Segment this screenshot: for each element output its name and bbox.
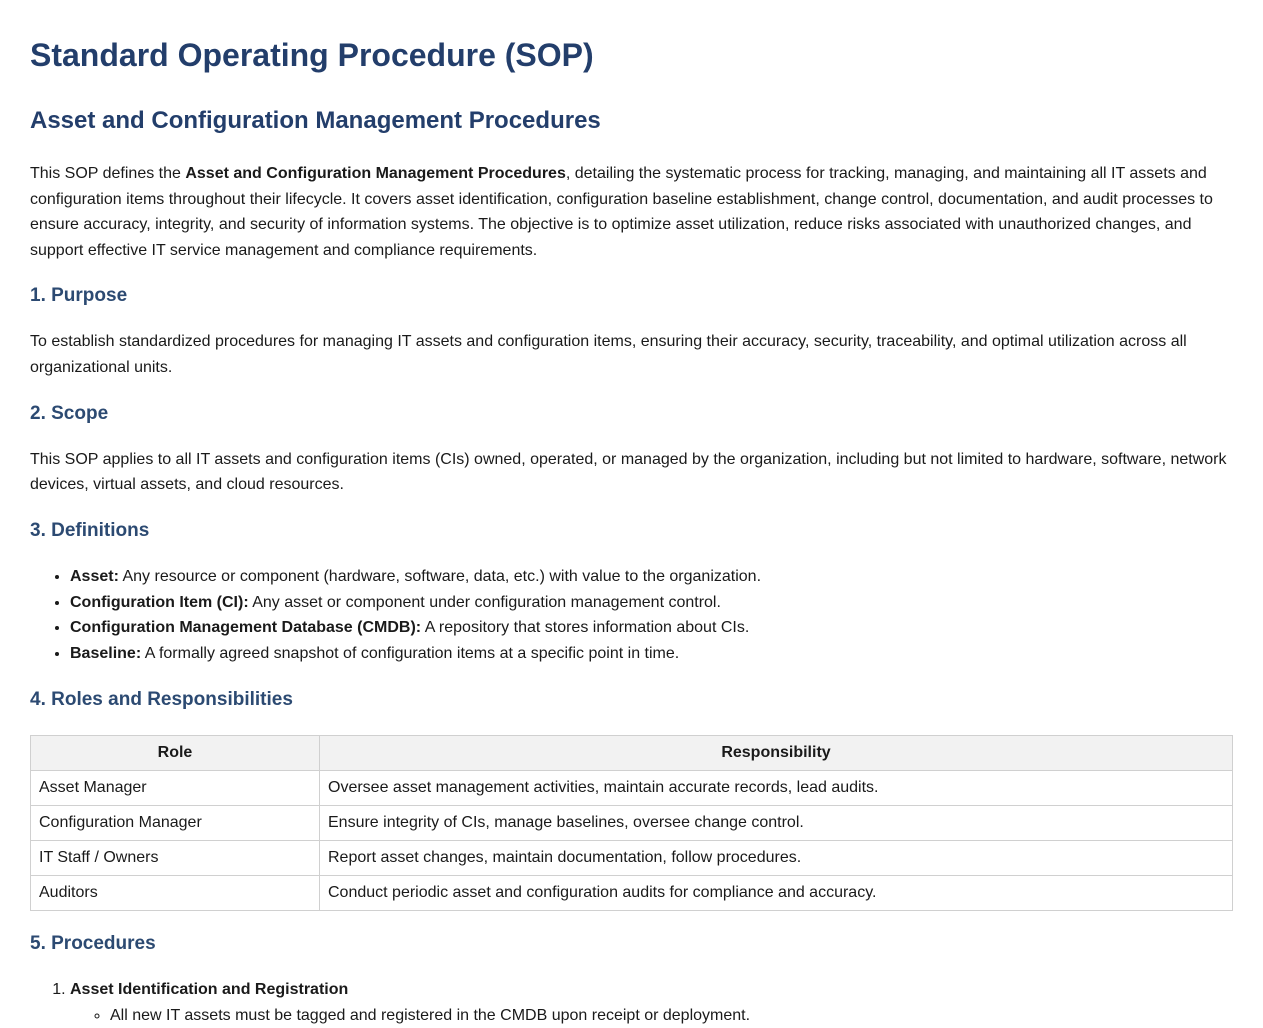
roles-heading: 4. Roles and Responsibilities bbox=[30, 688, 293, 710]
page-title: Standard Operating Procedure (SOP) bbox=[30, 37, 594, 73]
role-cell: Configuration Manager bbox=[31, 805, 320, 840]
table-header-row bbox=[31, 735, 1233, 770]
role-cell: Auditors bbox=[31, 875, 320, 910]
document-subtitle: Asset and Configuration Management Procedures bbox=[30, 107, 601, 134]
definition-term: Configuration Item (CI): bbox=[70, 593, 249, 611]
table-row bbox=[31, 840, 1233, 875]
roles-table bbox=[30, 735, 1233, 911]
scope-text: This SOP applies to all IT assets and configuration items (CIs) owned, operated, or managed by the organization, including but not limited to hardware, software, network devices, virtual assets, and cloud resources. bbox=[30, 450, 1227, 494]
table-row bbox=[31, 770, 1233, 805]
procedure-title: Asset Identification and Registration bbox=[70, 980, 349, 998]
procedures-list bbox=[30, 977, 1233, 1028]
definition-item bbox=[70, 564, 1233, 590]
intro-text-before: This SOP defines the bbox=[30, 165, 186, 182]
intro-paragraph bbox=[30, 161, 1233, 263]
responsibility-cell: Conduct periodic asset and configuration audits for compliance and accuracy. bbox=[320, 875, 1233, 910]
definition-term: Baseline: bbox=[70, 645, 142, 663]
definition-term: Asset: bbox=[70, 567, 119, 585]
role-cell: IT Staff / Owners bbox=[31, 840, 320, 875]
table-row bbox=[31, 805, 1233, 840]
definition-text: A repository that stores information about CIs. bbox=[421, 619, 750, 637]
procedure-item bbox=[70, 977, 1233, 1028]
column-header-responsibility: Responsibility bbox=[320, 735, 1233, 770]
definition-text: A formally agreed snapshot of configuration items at a specific point in time. bbox=[141, 645, 680, 663]
procedure-subitem: ◦ All new IT assets must be tagged and registered in the CMDB upon receipt or deployment. bbox=[110, 1003, 1233, 1028]
intro-text-bold: Asset and Configuration Management Procedures bbox=[185, 165, 566, 182]
purpose-heading: 1. Purpose bbox=[30, 285, 128, 307]
responsibility-cell: Oversee asset management activities, maintain accurate records, lead audits. bbox=[320, 770, 1233, 805]
definition-text: Any resource or component (hardware, software, data, etc.) with value to the organization. bbox=[118, 567, 762, 585]
table-row bbox=[31, 875, 1233, 910]
scope-heading: 2. Scope bbox=[30, 402, 109, 424]
definition-item bbox=[70, 641, 1233, 667]
intro-text-after: , detailing the systematic process for tracking, managing, and maintaining all IT assets and configuration items throughout their lifecycle. It covers asset identification, configuration baseline establishment, change control, documentation, and audit processes to ensure accuracy, integrity, and security of information systems. The objective is to optimize asset utilization, reduce risks associated with unauthorized changes, and support effective IT service management and compliance requirements. bbox=[30, 165, 1213, 259]
role-cell: Asset Manager bbox=[31, 770, 320, 805]
responsibility-cell: Report asset changes, maintain documentation, follow procedures. bbox=[320, 840, 1233, 875]
procedure-subitems bbox=[70, 1003, 1233, 1028]
definition-text: Any asset or component under configuration management control. bbox=[248, 593, 721, 611]
definition-item bbox=[70, 590, 1233, 616]
definitions-heading: 3. Definitions bbox=[30, 519, 150, 541]
procedures-heading: 5. Procedures bbox=[30, 932, 156, 954]
definitions-list bbox=[30, 564, 1233, 667]
column-header-role: Role bbox=[31, 735, 320, 770]
definition-term: Configuration Management Database (CMDB): bbox=[70, 619, 422, 637]
definition-item bbox=[70, 615, 1233, 641]
responsibility-cell: Ensure integrity of CIs, manage baselines, oversee change control. bbox=[320, 805, 1233, 840]
purpose-text: To establish standardized procedures for managing IT assets and configuration items, ensuring their accuracy, security, traceability, and optimal utilization across all organizational units. bbox=[30, 333, 1187, 376]
